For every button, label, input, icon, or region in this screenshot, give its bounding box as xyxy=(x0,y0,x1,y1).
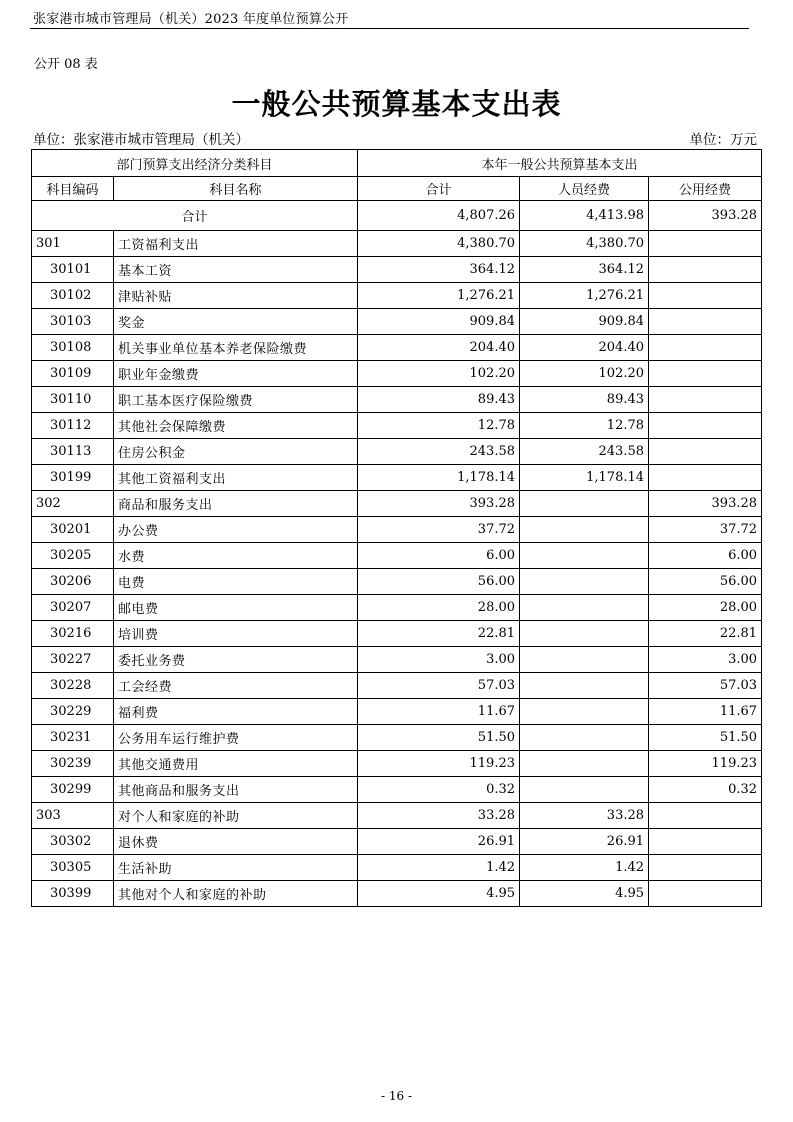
row-code: 30227 xyxy=(32,647,114,673)
row-personnel: 204.40 xyxy=(520,335,649,361)
col-header-code: 科目编码 xyxy=(32,177,114,201)
row-name: 奖金 xyxy=(114,309,358,335)
table-row xyxy=(32,673,762,699)
row-name: 电费 xyxy=(114,569,358,595)
row-personnel xyxy=(520,517,649,543)
col-header-public: 公用经费 xyxy=(649,177,762,201)
table-row xyxy=(32,881,762,907)
row-public: 28.00 xyxy=(649,595,762,621)
row-code: 30201 xyxy=(32,517,114,543)
row-name: 其他交通费用 xyxy=(114,751,358,777)
row-personnel xyxy=(520,751,649,777)
total-row xyxy=(32,201,762,231)
row-code: 301 xyxy=(32,231,114,257)
row-name: 其他工资福利支出 xyxy=(114,465,358,491)
row-code: 30239 xyxy=(32,751,114,777)
row-code: 30305 xyxy=(32,855,114,881)
row-name: 公务用车运行维护费 xyxy=(114,725,358,751)
row-public xyxy=(649,803,762,829)
table-row xyxy=(32,309,762,335)
page-title: 一般公共预算基本支出表 xyxy=(231,87,562,121)
row-total: 4,380.70 xyxy=(358,231,520,257)
row-personnel: 4,380.70 xyxy=(520,231,649,257)
row-code: 302 xyxy=(32,491,114,517)
row-public: 393.28 xyxy=(649,491,762,517)
row-code: 30206 xyxy=(32,569,114,595)
row-personnel: 89.43 xyxy=(520,387,649,413)
row-public xyxy=(649,855,762,881)
table-row xyxy=(32,387,762,413)
row-total: 28.00 xyxy=(358,595,520,621)
row-name: 工资福利支出 xyxy=(114,231,358,257)
row-code: 30207 xyxy=(32,595,114,621)
row-total: 119.23 xyxy=(358,751,520,777)
row-public xyxy=(649,335,762,361)
row-public xyxy=(649,231,762,257)
total-label: 合计 xyxy=(32,201,358,231)
table-row xyxy=(32,777,762,803)
row-personnel xyxy=(520,543,649,569)
row-personnel: 909.84 xyxy=(520,309,649,335)
row-personnel: 102.20 xyxy=(520,361,649,387)
row-name: 机关事业单位基本养老保险缴费 xyxy=(114,335,358,361)
row-name: 生活补助 xyxy=(114,855,358,881)
table-row xyxy=(32,257,762,283)
row-name: 其他对个人和家庭的补助 xyxy=(114,881,358,907)
group-header-left: 部门预算支出经济分类科目 xyxy=(32,150,358,177)
row-public: 22.81 xyxy=(649,621,762,647)
row-name: 水费 xyxy=(114,543,358,569)
row-total: 6.00 xyxy=(358,543,520,569)
row-public xyxy=(649,881,762,907)
col-header-name: 科目名称 xyxy=(114,177,358,201)
row-public xyxy=(649,361,762,387)
page-number: - 16 - xyxy=(380,1089,412,1103)
row-total: 1,276.21 xyxy=(358,283,520,309)
group-header-right: 本年一般公共预算基本支出 xyxy=(358,150,762,177)
row-name: 邮电费 xyxy=(114,595,358,621)
row-code: 30113 xyxy=(32,439,114,465)
row-name: 商品和服务支出 xyxy=(114,491,358,517)
row-name: 职业年金缴费 xyxy=(114,361,358,387)
table-row xyxy=(32,829,762,855)
table-row xyxy=(32,699,762,725)
row-personnel: 1,178.14 xyxy=(520,465,649,491)
row-total: 3.00 xyxy=(358,647,520,673)
row-name: 退休费 xyxy=(114,829,358,855)
row-total: 364.12 xyxy=(358,257,520,283)
row-public: 11.67 xyxy=(649,699,762,725)
table-row xyxy=(32,439,762,465)
row-code: 30231 xyxy=(32,725,114,751)
row-personnel xyxy=(520,673,649,699)
row-public xyxy=(649,387,762,413)
table-row xyxy=(32,491,762,517)
row-personnel: 1.42 xyxy=(520,855,649,881)
row-name: 基本工资 xyxy=(114,257,358,283)
row-total: 4.95 xyxy=(358,881,520,907)
row-public: 0.32 xyxy=(649,777,762,803)
table-row xyxy=(32,855,762,881)
row-code: 30399 xyxy=(32,881,114,907)
header-row-group xyxy=(32,150,762,177)
row-personnel xyxy=(520,725,649,751)
row-code: 30112 xyxy=(32,413,114,439)
row-name: 工会经费 xyxy=(114,673,358,699)
row-public xyxy=(649,283,762,309)
table-row xyxy=(32,621,762,647)
row-personnel xyxy=(520,777,649,803)
row-code: 30299 xyxy=(32,777,114,803)
row-total: 26.91 xyxy=(358,829,520,855)
row-personnel: 243.58 xyxy=(520,439,649,465)
row-personnel xyxy=(520,569,649,595)
row-name: 职工基本医疗保险缴费 xyxy=(114,387,358,413)
row-name: 其他社会保障缴费 xyxy=(114,413,358,439)
row-name: 福利费 xyxy=(114,699,358,725)
row-public: 56.00 xyxy=(649,569,762,595)
row-name: 其他商品和服务支出 xyxy=(114,777,358,803)
row-name: 培训费 xyxy=(114,621,358,647)
row-total: 102.20 xyxy=(358,361,520,387)
row-personnel xyxy=(520,491,649,517)
table-row xyxy=(32,725,762,751)
row-personnel: 364.12 xyxy=(520,257,649,283)
row-public xyxy=(649,257,762,283)
row-total: 56.00 xyxy=(358,569,520,595)
table-row xyxy=(32,335,762,361)
table-row xyxy=(32,543,762,569)
unit-label-left: 单位：张家港市城市管理局（机关） xyxy=(33,132,249,148)
row-code: 30199 xyxy=(32,465,114,491)
row-public: 119.23 xyxy=(649,751,762,777)
row-name: 委托业务费 xyxy=(114,647,358,673)
total-personnel: 4,413.98 xyxy=(520,201,649,231)
row-code: 30228 xyxy=(32,673,114,699)
table-row xyxy=(32,283,762,309)
row-code: 30109 xyxy=(32,361,114,387)
table-row xyxy=(32,231,762,257)
table-row xyxy=(32,517,762,543)
row-total: 243.58 xyxy=(358,439,520,465)
row-personnel xyxy=(520,621,649,647)
row-public xyxy=(649,439,762,465)
row-code: 30205 xyxy=(32,543,114,569)
row-public: 57.03 xyxy=(649,673,762,699)
row-public xyxy=(649,309,762,335)
row-code: 30102 xyxy=(32,283,114,309)
row-public: 3.00 xyxy=(649,647,762,673)
row-code: 30216 xyxy=(32,621,114,647)
row-public: 6.00 xyxy=(649,543,762,569)
row-personnel: 33.28 xyxy=(520,803,649,829)
row-total: 12.78 xyxy=(358,413,520,439)
row-code: 30302 xyxy=(32,829,114,855)
row-total: 11.67 xyxy=(358,699,520,725)
table-row xyxy=(32,803,762,829)
unit-label-right: 单位：万元 xyxy=(689,132,757,148)
row-public xyxy=(649,829,762,855)
row-public: 51.50 xyxy=(649,725,762,751)
row-code: 30103 xyxy=(32,309,114,335)
row-total: 57.03 xyxy=(358,673,520,699)
total-public: 393.28 xyxy=(649,201,762,231)
row-name: 津贴补贴 xyxy=(114,283,358,309)
row-total: 1,178.14 xyxy=(358,465,520,491)
row-personnel: 1,276.21 xyxy=(520,283,649,309)
col-header-total: 合计 xyxy=(358,177,520,201)
row-public xyxy=(649,413,762,439)
budget-table xyxy=(31,149,762,907)
row-total: 393.28 xyxy=(358,491,520,517)
table-row xyxy=(32,647,762,673)
row-total: 89.43 xyxy=(358,387,520,413)
running-header: 张家港市城市管理局（机关）2023 年度单位预算公开 xyxy=(33,12,349,27)
row-public: 37.72 xyxy=(649,517,762,543)
form-number: 公开 08 表 xyxy=(34,57,98,72)
row-name: 对个人和家庭的补助 xyxy=(114,803,358,829)
table-row xyxy=(32,465,762,491)
table-row xyxy=(32,361,762,387)
row-personnel xyxy=(520,699,649,725)
row-total: 37.72 xyxy=(358,517,520,543)
row-personnel: 4.95 xyxy=(520,881,649,907)
row-code: 30108 xyxy=(32,335,114,361)
row-code: 303 xyxy=(32,803,114,829)
header-row-columns xyxy=(32,177,762,201)
row-code: 30101 xyxy=(32,257,114,283)
row-personnel xyxy=(520,595,649,621)
row-total: 909.84 xyxy=(358,309,520,335)
header-rule xyxy=(30,28,749,29)
col-header-personnel: 人员经费 xyxy=(520,177,649,201)
row-personnel: 12.78 xyxy=(520,413,649,439)
row-code: 30229 xyxy=(32,699,114,725)
row-name: 办公费 xyxy=(114,517,358,543)
row-total: 1.42 xyxy=(358,855,520,881)
row-personnel: 26.91 xyxy=(520,829,649,855)
row-total: 33.28 xyxy=(358,803,520,829)
total-amount: 4,807.26 xyxy=(358,201,520,231)
table-row xyxy=(32,413,762,439)
row-total: 22.81 xyxy=(358,621,520,647)
row-total: 204.40 xyxy=(358,335,520,361)
table-row xyxy=(32,569,762,595)
row-name: 住房公积金 xyxy=(114,439,358,465)
row-personnel xyxy=(520,647,649,673)
table-row xyxy=(32,751,762,777)
row-total: 51.50 xyxy=(358,725,520,751)
row-total: 0.32 xyxy=(358,777,520,803)
row-public xyxy=(649,465,762,491)
table-row xyxy=(32,595,762,621)
row-code: 30110 xyxy=(32,387,114,413)
